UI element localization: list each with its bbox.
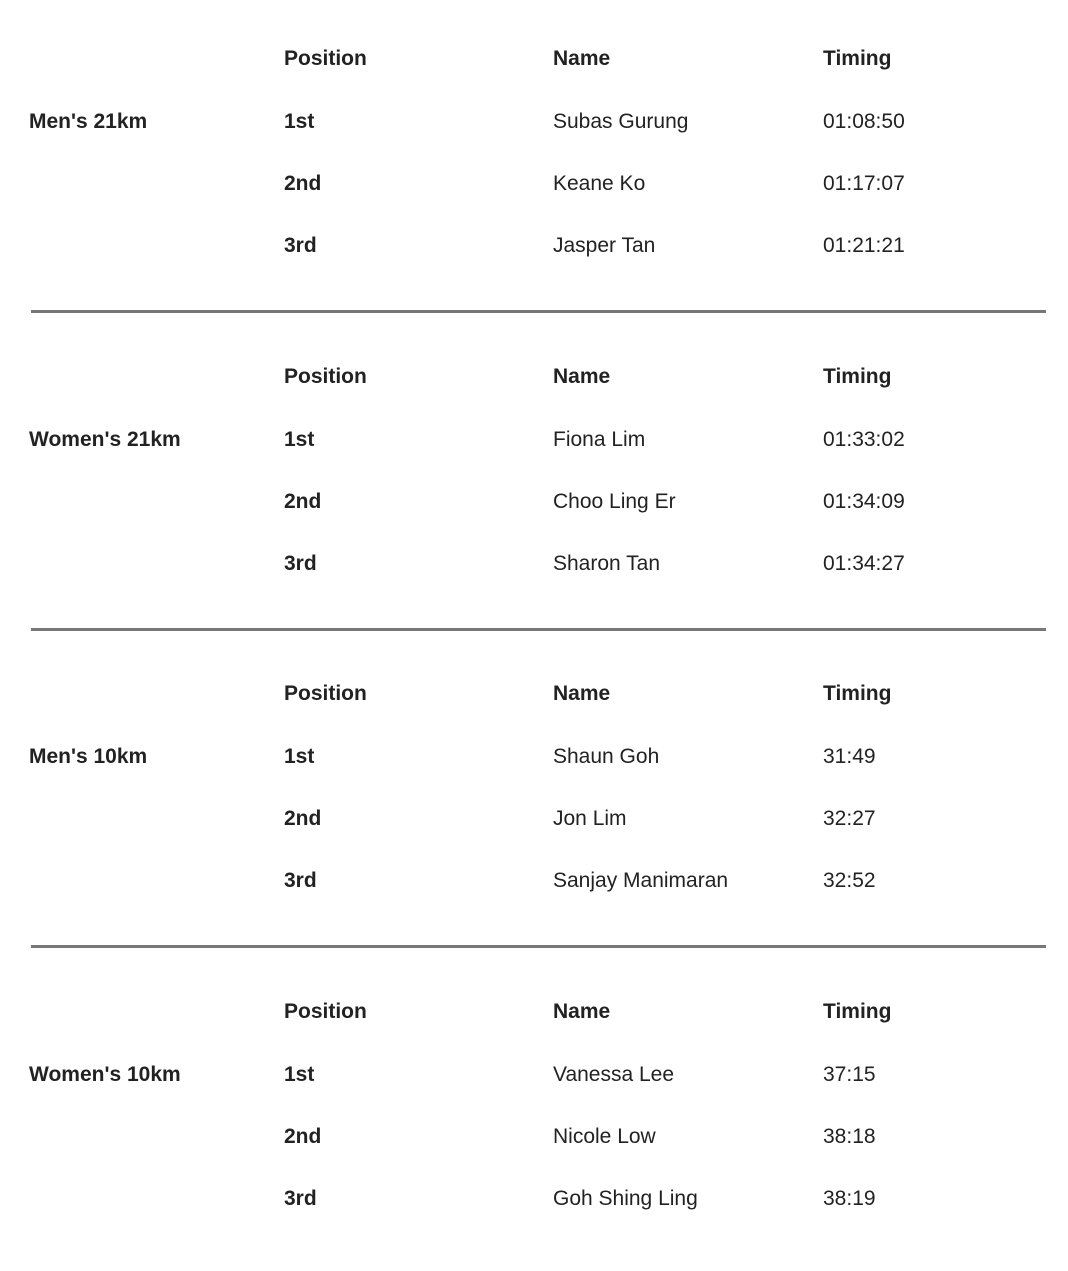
timing-cell: 32:52 [823, 869, 876, 892]
header-timing: Timing [823, 47, 892, 70]
results-section-womens-21km [0, 318, 1068, 636]
name-cell: Nicole Low [553, 1125, 656, 1148]
name-cell: Fiona Lim [553, 428, 646, 451]
timing-cell: 01:08:50 [823, 110, 905, 133]
category-label: Women's 21km [29, 428, 181, 451]
header-position: Position [284, 47, 367, 70]
category-label: Women's 10km [29, 1063, 181, 1086]
position-cell: 1st [284, 1063, 315, 1086]
section-divider [31, 945, 1046, 948]
name-cell: Keane Ko [553, 172, 646, 195]
header-position: Position [284, 1000, 367, 1023]
results-section-womens-10km [0, 953, 1068, 1271]
section-divider [31, 310, 1046, 313]
category-label: Men's 21km [29, 110, 148, 133]
position-cell: 3rd [284, 234, 317, 257]
category-label: Men's 10km [29, 745, 148, 768]
header-timing: Timing [823, 682, 892, 705]
position-cell: 3rd [284, 552, 317, 575]
timing-cell: 37:15 [823, 1063, 876, 1086]
header-position: Position [284, 365, 367, 388]
results-section-mens-10km [0, 635, 1068, 953]
timing-cell: 32:27 [823, 807, 876, 830]
position-cell: 1st [284, 745, 315, 768]
timing-cell: 01:34:27 [823, 552, 905, 575]
position-cell: 3rd [284, 1187, 317, 1210]
section-divider [31, 628, 1046, 631]
name-cell: Jon Lim [553, 807, 627, 830]
header-name: Name [553, 47, 611, 70]
timing-cell: 38:18 [823, 1125, 876, 1148]
timing-cell: 31:49 [823, 745, 876, 768]
name-cell: Jasper Tan [553, 234, 656, 257]
timing-cell: 01:33:02 [823, 428, 905, 451]
name-cell: Choo Ling Er [553, 490, 676, 513]
timing-cell: 38:19 [823, 1187, 876, 1210]
header-name: Name [553, 1000, 611, 1023]
name-cell: Sharon Tan [553, 552, 661, 575]
position-cell: 1st [284, 428, 315, 451]
name-cell: Subas Gurung [553, 110, 689, 133]
name-cell: Sanjay Manimaran [553, 869, 729, 892]
timing-cell: 01:34:09 [823, 490, 905, 513]
position-cell: 2nd [284, 172, 322, 195]
timing-cell: 01:17:07 [823, 172, 905, 195]
header-timing: Timing [823, 365, 892, 388]
position-cell: 3rd [284, 869, 317, 892]
header-timing: Timing [823, 1000, 892, 1023]
header-name: Name [553, 682, 611, 705]
header-name: Name [553, 365, 611, 388]
position-cell: 1st [284, 110, 315, 133]
timing-cell: 01:21:21 [823, 234, 905, 257]
name-cell: Shaun Goh [553, 745, 660, 768]
position-cell: 2nd [284, 490, 322, 513]
position-cell: 2nd [284, 1125, 322, 1148]
name-cell: Goh Shing Ling [553, 1187, 698, 1210]
position-cell: 2nd [284, 807, 322, 830]
name-cell: Vanessa Lee [553, 1063, 675, 1086]
results-section-mens-21km [0, 0, 1068, 318]
header-position: Position [284, 682, 367, 705]
